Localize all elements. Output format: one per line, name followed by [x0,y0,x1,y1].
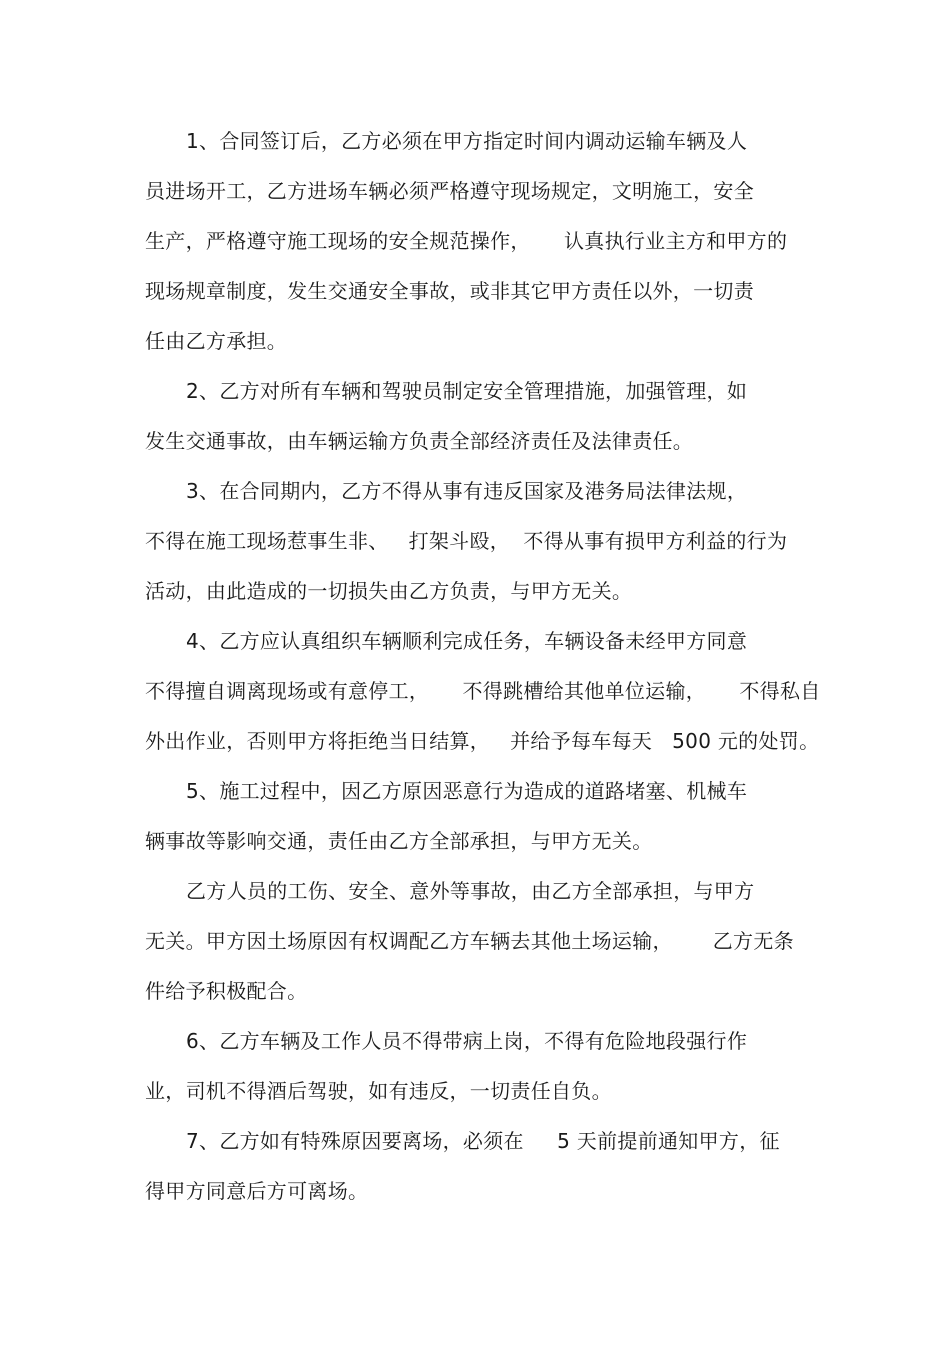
clause-3-line-3: 活动，由此造成的一切损失由乙方负责，与甲方无关。 [145,579,633,603]
clause-7-line-1: 7、乙方如有特殊原因要离场，必须在 5 天前提前通知甲方，征 [186,1129,780,1153]
clause-1-line-1: 1、合同签订后，乙方必须在甲方指定时间内调动运输车辆及人 [186,129,748,153]
clause-5-line-1: 5、施工过程中，因乙方原因恶意行为造成的道路堵塞、机械车 [186,779,748,803]
clause-5-line-2: 辆事故等影响交通，责任由乙方全部承担，与甲方无关。 [145,829,653,853]
clause-1-line-5: 任由乙方承担。 [145,329,288,353]
clause-6-line-2: 业，司机不得酒后驾驶，如有违反，一切责任自负。 [145,1079,612,1103]
clause-1-line-4: 现场规章制度，发生交通安全事故，或非其它甲方责任以外，一切责 [145,279,754,303]
clause-3-line-2: 不得在施工现场惹事生非、 打架斗殴， 不得从事有损甲方利益的行为 [145,529,788,553]
clause-1-line-3: 生产，严格遵守施工现场的安全规范操作， 认真执行业主方和甲方的 [145,229,788,253]
clause-4-line-3: 外出作业，否则甲方将拒绝当日结算， 并给予每车每天 500 元的处罚。 [145,729,820,753]
clause-1-line-2: 员进场开工，乙方进场车辆必须严格遵守现场规定，文明施工，安全 [145,179,754,203]
clause-7-line-2: 得甲方同意后方可离场。 [145,1179,369,1203]
clause-2-line-2: 发生交通事故，由车辆运输方负责全部经济责任及法律责任。 [145,429,694,453]
clause-6-line-1: 6、乙方车辆及工作人员不得带病上岗，不得有危险地段强行作 [186,1029,748,1053]
clause-4-line-1: 4、乙方应认真组织车辆顺利完成任务，车辆设备未经甲方同意 [186,629,748,653]
clause-5-note-line-1: 乙方人员的工伤、安全、意外等事故，由乙方全部承担，与甲方 [186,879,755,903]
clause-5-note-line-3: 件给予积极配合。 [145,979,308,1003]
clause-4-line-2: 不得擅自调离现场或有意停工， 不得跳槽给其他单位运输， 不得私自 [145,679,821,703]
clause-2-line-1: 2、乙方对所有车辆和驾驶员制定安全管理措施，加强管理，如 [186,379,748,403]
clause-3-line-1: 3、在合同期内，乙方不得从事有违反国家及港务局法律法规， [186,479,748,503]
clause-5-note-line-2: 无关。甲方因土场原因有权调配乙方车辆去其他土场运输， 乙方无条 [145,929,794,953]
